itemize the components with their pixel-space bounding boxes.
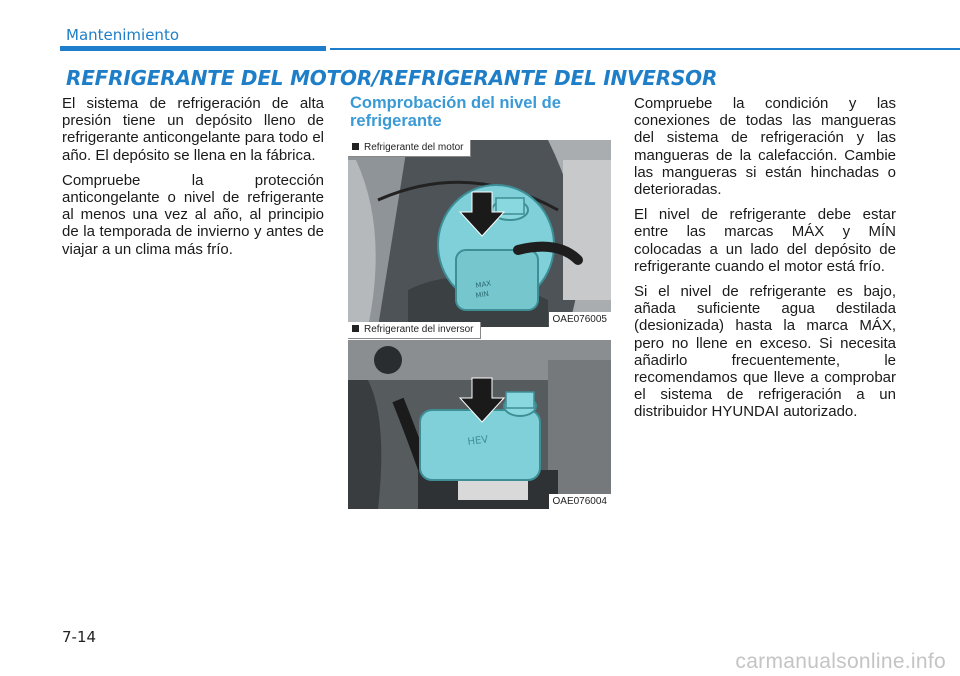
photo-caption: Refrigerante del motor <box>348 140 471 157</box>
engine-bay-illustration <box>348 140 611 327</box>
section-label: Mantenimiento <box>66 26 179 44</box>
subsection-title: Comprobación del nivel de refrigerante <box>350 94 561 130</box>
paragraph: El nivel de refrigerante debe estar entre las marcas MÁX y MÍN colocadas a un lado del depósito de refrigerante cuando el motor está frío. <box>634 206 896 275</box>
page-number: 7-14 <box>62 628 97 646</box>
photo-code: OAE076005 <box>549 312 612 327</box>
photo-code: OAE076004 <box>549 494 612 509</box>
paragraph: El sistema de refrigeración de alta presión tiene un depósito lleno de refrigerante anticongelante para todo el año. El depósito se llena en la fábrica. <box>62 95 324 164</box>
photo-inverter-coolant <box>348 340 611 509</box>
paragraph: Si el nivel de refrigerante es bajo, añada suficiente agua destilada (desionizada) hasta la marca MÁX, pero no llene en exceso. Si necesita añadirlo frecuentemente, le recomendamos que lleve a comprobar el sistema de refrigeración a un distribuidor HYUNDAI autorizado. <box>634 283 896 421</box>
header-rule-thin <box>330 48 960 50</box>
engine-bay-illustration <box>348 340 611 509</box>
column-right <box>634 95 896 429</box>
photo-caption-inverter: Refrigerante del inversor <box>348 322 481 339</box>
square-bullet-icon <box>352 325 359 332</box>
max-min-marking: MAX <box>474 279 492 290</box>
header-rule-thick <box>60 46 326 51</box>
svg-text:MIN: MIN <box>474 289 490 300</box>
square-bullet-icon <box>352 143 359 150</box>
photo-engine-coolant <box>348 140 611 327</box>
watermark: carmanualsonline.info <box>735 650 946 673</box>
column-left <box>62 95 324 266</box>
main-title: REFRIGERANTE DEL MOTOR/REFRIGERANTE DEL INVERSOR <box>66 66 718 90</box>
paragraph: Compruebe la condición y las conexiones de todas las mangueras del sistema de refrigeración y las mangueras de la calefacción. Cambie las mangueras si están hinchadas o deterioradas. <box>634 95 896 199</box>
paragraph: Compruebe la protección anticongelante o nivel de refrigerante al menos una vez al año, al principio de la temporada de invierno y antes de viajar a un clima más frío. <box>62 171 324 258</box>
tank-embossing: HEV <box>466 434 489 448</box>
